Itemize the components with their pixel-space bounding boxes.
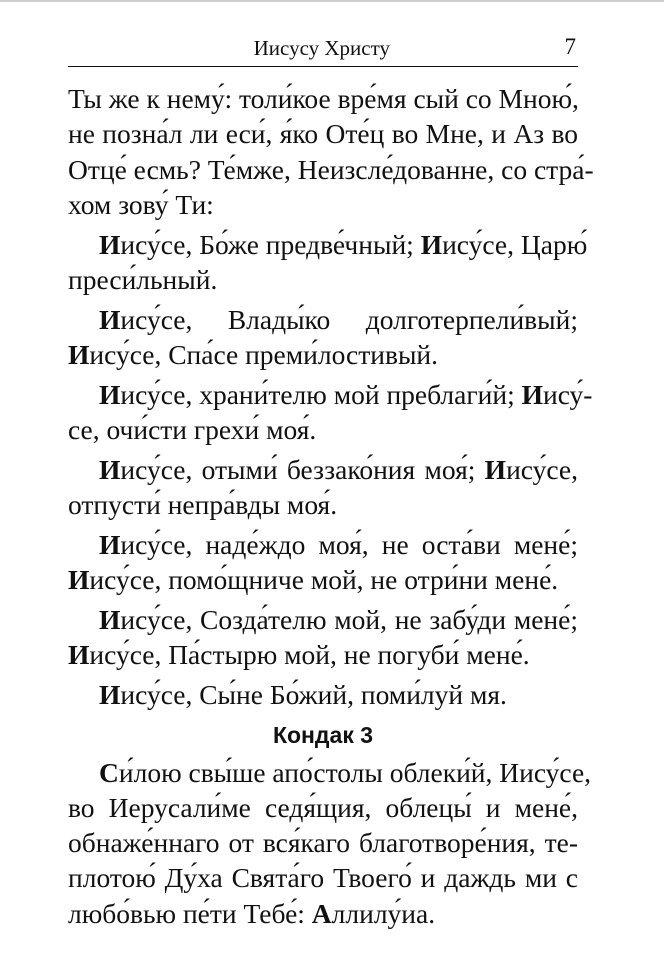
text-line: отпусти́ непра́вды моя́. <box>68 489 338 521</box>
running-header <box>68 34 578 67</box>
text-line: Иису́се, помо́щниче мой, не отри́ни мене́. <box>68 564 559 596</box>
initial-letter: И <box>68 339 90 371</box>
text-line: любо́вью пе́ти Тебе́: Аллилу́иа. <box>68 897 436 929</box>
initial-letter: И <box>420 228 443 260</box>
text-line: Иису́се, наде́ждо моя́, не оста́ви мене́; <box>99 529 578 561</box>
initial-letter: И <box>68 564 90 596</box>
text-line: Иису́се, Па́стырю мой, не погуби́ мене́. <box>68 639 530 671</box>
invocation-paragraph <box>68 302 578 373</box>
initial-letter: И <box>68 639 90 671</box>
text-line: Иису́се, храни́телю мой преблаги́й; Иису́- <box>99 378 593 410</box>
text-line: плотою́ Ду́ха Свята́го Твоего́ и даждь ми с <box>68 862 578 894</box>
kondak-paragraph <box>68 755 592 931</box>
kondak-text <box>68 755 592 931</box>
invocations <box>68 227 593 713</box>
text-line: Иису́се, отыми́ беззако́ния моя́; Иису́се, <box>99 453 578 485</box>
text-line: хом зову́ Ти: <box>68 188 214 220</box>
kondak-heading: Кондак 3 <box>272 721 374 748</box>
invocation-paragraph <box>68 602 578 673</box>
text-line: Иису́се, Бо́же предве́чный; Иису́се, Царю́ <box>99 228 588 260</box>
invocation-paragraph <box>68 452 578 523</box>
initial-letter: И <box>99 604 121 636</box>
invocation-paragraph <box>68 377 593 448</box>
initial-letter: А <box>311 897 332 929</box>
initial-letter: И <box>521 378 543 410</box>
initial-letter: И <box>99 679 121 711</box>
page-body <box>68 81 594 936</box>
invocation-paragraph <box>68 227 588 298</box>
text-line: не позна́л ли еси́, я́ко Оте́ц во Мне, и Аз во <box>68 118 578 150</box>
initial-letter: И <box>99 228 121 260</box>
text-line: Ты же к нему́: толи́кое вре́мя сый со Мною́, <box>68 83 579 114</box>
intro-paragraph <box>68 81 594 222</box>
running-title: Иисусу Христу <box>253 36 390 60</box>
text-line: Си́лою свы́ше апо́столы облеки́й, Иису́се, <box>99 756 592 788</box>
text-line: обнаже́ннаго от вся́каго благотворе́ния, те- <box>68 827 578 859</box>
initial-letter: И <box>99 453 121 485</box>
text-line: Отце́ есмь? Те́мже, Неизсле́дованне, со стра́- <box>68 153 594 185</box>
initial-letter: И <box>99 303 121 335</box>
text-line: Иису́се, Спа́се преми́лостивый. <box>68 339 439 371</box>
text-line: Иису́се, Влады́ко долготерпели́вый; <box>99 303 578 335</box>
page-number: 7 <box>564 34 576 59</box>
initial-letter: И <box>484 453 507 485</box>
text-line: Иису́се, Созда́телю мой, не забу́ди мене́; <box>99 604 578 636</box>
text-line: преси́льный. <box>68 263 218 295</box>
initial-letter: И <box>99 529 121 561</box>
text-line: се, очи́сти грехи́ моя́. <box>68 414 317 446</box>
top-border <box>0 0 664 2</box>
initial-letter: И <box>99 378 121 410</box>
invocation-paragraph <box>68 677 578 712</box>
initial-letter: С <box>99 756 119 788</box>
text-line: Иису́се, Сы́не Бо́жий, поми́луй мя. <box>99 679 507 711</box>
text-line: во Иерусали́ме седя́щия, облецы́ и мене́, <box>68 791 578 823</box>
invocation-paragraph <box>68 527 578 598</box>
